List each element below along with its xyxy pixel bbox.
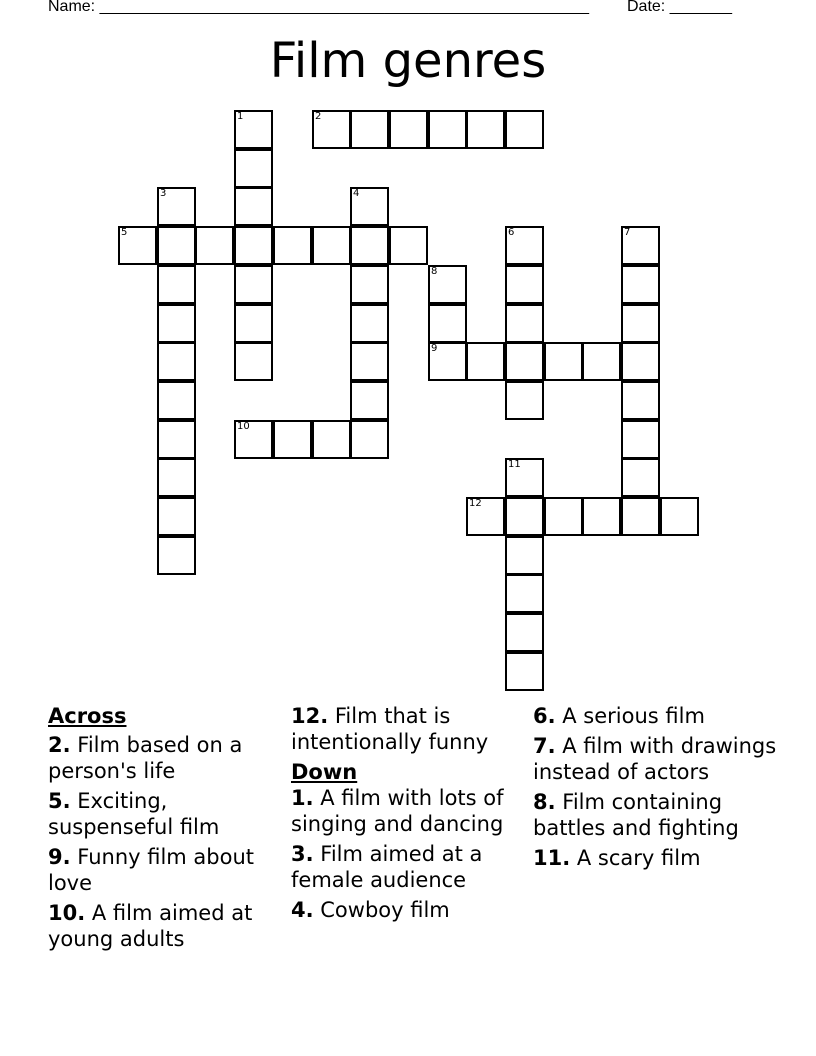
grid-cell[interactable]: [621, 497, 660, 536]
grid-cell[interactable]: [350, 342, 389, 381]
grid-cell[interactable]: [544, 497, 583, 536]
grid-cell[interactable]: [157, 497, 196, 536]
grid-cell[interactable]: [312, 420, 351, 459]
clue-number: 3.: [291, 842, 314, 866]
grid-cell[interactable]: [234, 110, 273, 149]
clue-text: A film with lots of singing and dancing: [291, 786, 504, 836]
grid-cell[interactable]: [466, 110, 505, 149]
cell-number: 4: [353, 188, 360, 199]
grid-cell[interactable]: [505, 342, 544, 381]
grid-cell[interactable]: [505, 304, 544, 343]
clue-text: A serious film: [555, 704, 705, 728]
clue-down-11: [533, 845, 793, 871]
grid-cell[interactable]: [505, 574, 544, 613]
grid-cell[interactable]: [157, 420, 196, 459]
cell-number: 2: [315, 111, 322, 122]
clues-column-1: [48, 703, 278, 956]
clue-text: Film based on a person's life: [48, 733, 243, 783]
grid-cell[interactable]: [350, 226, 389, 265]
clue-number: 9.: [48, 845, 71, 869]
cell-number: 6: [508, 227, 515, 238]
grid-cell[interactable]: [582, 342, 621, 381]
clue-number: 12.: [291, 704, 329, 728]
cell-number: 10: [237, 421, 250, 432]
grid-cell[interactable]: [505, 613, 544, 652]
grid-cell[interactable]: [428, 342, 467, 381]
clue-text: Film that is intentionally funny: [291, 704, 489, 754]
cell-number: 3: [160, 188, 167, 199]
grid-cell[interactable]: [621, 342, 660, 381]
grid-cell[interactable]: [350, 304, 389, 343]
grid-cell[interactable]: [505, 458, 544, 497]
grid-cell[interactable]: [621, 420, 660, 459]
clue-number: 2.: [48, 733, 71, 757]
grid-cell[interactable]: [234, 149, 273, 188]
clue-number: 8.: [533, 790, 556, 814]
grid-cell[interactable]: [505, 226, 544, 265]
cell-number: 1: [237, 111, 244, 122]
grid-cell[interactable]: [350, 420, 389, 459]
clue-across-10: [48, 900, 278, 952]
clue-text: Exciting, suspenseful film: [48, 789, 220, 839]
grid-cell[interactable]: [505, 652, 544, 691]
grid-cell[interactable]: [157, 265, 196, 304]
name-line[interactable]: Name: _______________________________________________________: [48, 0, 589, 15]
grid-cell[interactable]: [273, 420, 312, 459]
grid-cell[interactable]: [505, 110, 544, 149]
grid-cell[interactable]: [582, 497, 621, 536]
grid-cell[interactable]: [157, 226, 196, 265]
clue-down-4: [291, 897, 527, 923]
clue-down-1: [291, 785, 527, 837]
cell-number: 11: [508, 459, 521, 470]
grid-cell[interactable]: [157, 187, 196, 226]
grid-cell[interactable]: [118, 226, 157, 265]
grid-cell[interactable]: [621, 226, 660, 265]
grid-cell[interactable]: [234, 420, 273, 459]
grid-cell[interactable]: [234, 342, 273, 381]
clue-number: 1.: [291, 786, 314, 810]
grid-cell[interactable]: [157, 458, 196, 497]
grid-cell[interactable]: [428, 110, 467, 149]
grid-cell[interactable]: [389, 110, 428, 149]
grid-cell[interactable]: [660, 497, 699, 536]
grid-cell[interactable]: [389, 226, 428, 265]
grid-cell[interactable]: [157, 381, 196, 420]
clue-text: A film with drawings instead of actors: [533, 734, 777, 784]
clue-text: Film containing battles and fighting: [533, 790, 739, 840]
across-heading: Across: [48, 704, 127, 728]
grid-cell[interactable]: [350, 110, 389, 149]
grid-cell[interactable]: [466, 342, 505, 381]
grid-cell[interactable]: [234, 304, 273, 343]
grid-cell[interactable]: [350, 265, 389, 304]
grid-cell[interactable]: [234, 187, 273, 226]
grid-cell[interactable]: [621, 265, 660, 304]
down-heading: Down: [291, 760, 358, 784]
grid-cell[interactable]: [505, 381, 544, 420]
grid-cell[interactable]: [544, 342, 583, 381]
clue-text: A film aimed at young adults: [48, 901, 253, 951]
grid-cell[interactable]: [621, 304, 660, 343]
clue-down-7: [533, 733, 793, 785]
cell-number: 9: [431, 343, 438, 354]
clue-across-2: [48, 732, 278, 784]
grid-cell[interactable]: [157, 536, 196, 575]
clue-number: 10.: [48, 901, 86, 925]
cell-number: 8: [431, 266, 438, 277]
clue-number: 11.: [533, 846, 571, 870]
clue-down-6: [533, 703, 793, 729]
grid-cell[interactable]: [312, 110, 351, 149]
grid-cell[interactable]: [505, 265, 544, 304]
clue-across-9: [48, 844, 278, 896]
clues-column-3: [533, 703, 793, 875]
clue-text: A scary film: [570, 846, 701, 870]
clue-number: 5.: [48, 789, 71, 813]
clues-column-2: [291, 703, 527, 927]
grid-cell[interactable]: [505, 536, 544, 575]
clue-text: Cowboy film: [313, 898, 450, 922]
cell-number: 12: [469, 498, 482, 509]
cell-number: 7: [624, 227, 631, 238]
clue-number: 7.: [533, 734, 556, 758]
grid-cell[interactable]: [195, 226, 234, 265]
cell-number: 5: [121, 227, 128, 238]
clue-number: 4.: [291, 898, 314, 922]
date-line[interactable]: Date: _______: [627, 0, 732, 15]
clue-across-12: [291, 703, 527, 755]
grid-cell[interactable]: [621, 458, 660, 497]
clue-down-8: [533, 789, 793, 841]
grid-cell[interactable]: [621, 381, 660, 420]
grid-cell[interactable]: [350, 187, 389, 226]
grid-cell[interactable]: [466, 497, 505, 536]
page-title: Film genres: [269, 33, 547, 89]
grid-cell[interactable]: [234, 226, 273, 265]
clue-text: Funny film about love: [48, 845, 255, 895]
grid-cell[interactable]: [505, 497, 544, 536]
clue-text: Film aimed at a female audience: [291, 842, 483, 892]
grid-cell[interactable]: [312, 226, 351, 265]
grid-cell[interactable]: [157, 342, 196, 381]
grid-cell[interactable]: [273, 226, 312, 265]
grid-cell[interactable]: [428, 304, 467, 343]
grid-cell[interactable]: [234, 265, 273, 304]
clue-down-3: [291, 841, 527, 893]
grid-cell[interactable]: [350, 381, 389, 420]
clue-number: 6.: [533, 704, 556, 728]
grid-cell[interactable]: [157, 304, 196, 343]
clue-across-5: [48, 788, 278, 840]
grid-cell[interactable]: [428, 265, 467, 304]
